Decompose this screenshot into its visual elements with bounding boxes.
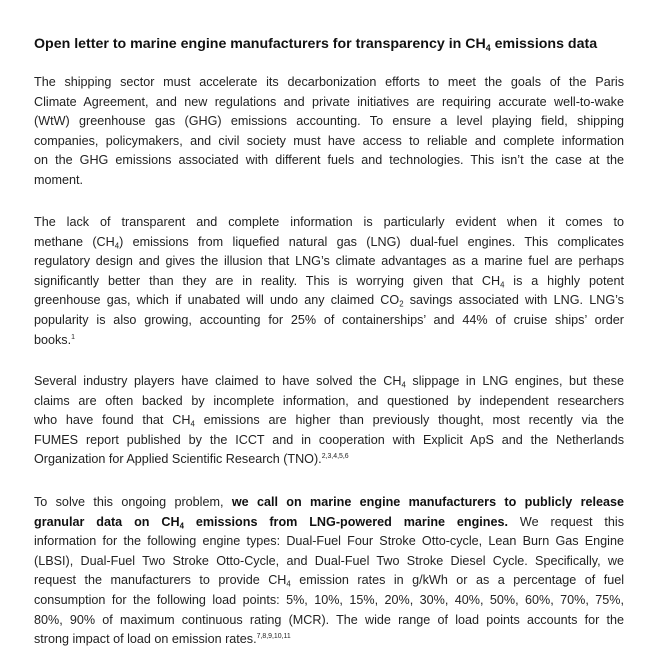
text-line xyxy=(34,493,624,513)
bold-text xyxy=(34,515,508,529)
paragraph-intro xyxy=(34,73,624,191)
text-line: (WtW) greenhouse gas (GHG) emissions accounting. To ensure a level playing field, shipping xyxy=(34,114,624,129)
text-segment: Several industry players have claimed to have solved the CH xyxy=(34,374,402,388)
text-line: 80%, 90% of maximum continuous rating (MCR). The wide range of load points accounts for the xyxy=(34,612,624,627)
paragraph-call-to-action xyxy=(34,493,624,650)
text-line: The shipping sector must accelerate its decarbonization efforts to meet the goals of the Paris xyxy=(34,75,624,89)
text-line xyxy=(34,372,624,392)
text-line xyxy=(34,411,624,431)
subscript: 4 xyxy=(401,380,406,390)
text-segment: emission rates in g/kWh or as a percentage of fuel xyxy=(290,573,624,588)
text-line: The lack of transparent and complete information is particularly evident when it comes to xyxy=(34,215,624,229)
subscript: 4 xyxy=(114,241,120,251)
subscript: 4 xyxy=(179,521,184,531)
text-segment: savings associated with LNG. LNG’s xyxy=(403,293,624,308)
text-line xyxy=(34,291,624,311)
text-line xyxy=(34,450,624,470)
text-segment: greenhouse gas, which if unabated will undo any claimed CO xyxy=(34,293,400,308)
text-segment: strong impact of load on emission rates. xyxy=(34,632,257,647)
text-segment: emissions are higher than previously thought, most recently via the xyxy=(194,413,625,428)
text-line xyxy=(34,513,624,533)
footnote-ref: 2,3,4,5,6 xyxy=(321,453,349,461)
subscript: 4 xyxy=(286,580,291,590)
page-title xyxy=(34,34,634,54)
text-line: claims are often backed by incomplete information, and questioned by independent researchers xyxy=(34,393,624,408)
text-segment: To solve this ongoing problem, xyxy=(34,495,232,509)
text-line: companies, policymakers, and civil society must have access to reliable and complete information xyxy=(34,133,624,148)
subscript: 4 xyxy=(500,280,505,290)
text-line: moment. xyxy=(34,172,83,187)
text-line: FUMES report published by the ICCT and in cooperation with Explicit ApS and the Netherlands xyxy=(34,432,624,447)
text-segment: We request this xyxy=(508,514,625,529)
text-segment: who have found that CH xyxy=(34,413,191,428)
text-segment: request the manufacturers to provide CH xyxy=(34,573,287,588)
subscript: 4 xyxy=(190,419,195,429)
text-line xyxy=(34,233,624,253)
text-line: (LBSI), Dual-Fuel Two Stroke Otto-Cycle, and Dual-Fuel Two Stroke Diesel Cycle. Specifically, we xyxy=(34,553,624,568)
bold-segment: emissions from LNG-powered marine engines. xyxy=(183,514,509,529)
text-line xyxy=(34,331,624,351)
text-line: consumption for the following load points: 5%, 10%, 15%, 20%, 30%, 40%, 50%, 60%, 70%, 75%, xyxy=(34,592,624,607)
bold-text: we call on marine engine manufacturers to publicly release xyxy=(231,495,624,509)
text-line xyxy=(34,630,624,650)
text-line: Climate Agreement, and new regulations and private initiatives are requiring accurate well-to-wake xyxy=(34,94,624,109)
text-line: popularity is also growing, accounting for 25% of containerships’ and 44% of cruise ships’ order xyxy=(34,312,624,327)
footnote-ref: 1 xyxy=(71,333,75,341)
paragraph-transparency xyxy=(34,213,624,350)
text-line: regulatory design and gives the illusion that LNG’s climate advantages as a marine fuel are perhaps xyxy=(34,254,624,269)
paragraph-industry-claims xyxy=(34,372,624,470)
bold-segment: granular data on CH xyxy=(34,514,180,529)
title-text: Open letter to marine engine manufacturers for transparency in CH xyxy=(34,36,486,52)
text-segment: ) emissions from liquefied natural gas (LNG) dual-fuel engines. This complicates xyxy=(119,234,624,249)
title-text-end: emissions data xyxy=(490,36,598,52)
text-segment: books. xyxy=(34,332,72,347)
text-segment: slippage in LNG engines, but these xyxy=(405,374,624,388)
text-line: information for the following engine types: Dual-Fuel Four Stroke Otto-cycle, Lean Burn Gas Engine xyxy=(34,534,624,549)
footnote-ref: 7,8,9,10,11 xyxy=(256,633,291,641)
text-line xyxy=(34,272,624,292)
title-subscript: 4 xyxy=(485,43,491,54)
text-segment: is a highly potent xyxy=(504,273,624,288)
text-line xyxy=(34,571,624,591)
text-segment: methane (CH xyxy=(34,234,115,249)
text-segment: Organization for Applied Scientific Research (TNO). xyxy=(34,452,322,467)
text-segment: significantly better than they are in reality. This is worrying given that CH xyxy=(34,273,501,288)
text-line: on the GHG emissions associated with different fuels and technologies. This isn’t the case at the xyxy=(34,153,624,168)
subscript: 2 xyxy=(399,300,404,310)
